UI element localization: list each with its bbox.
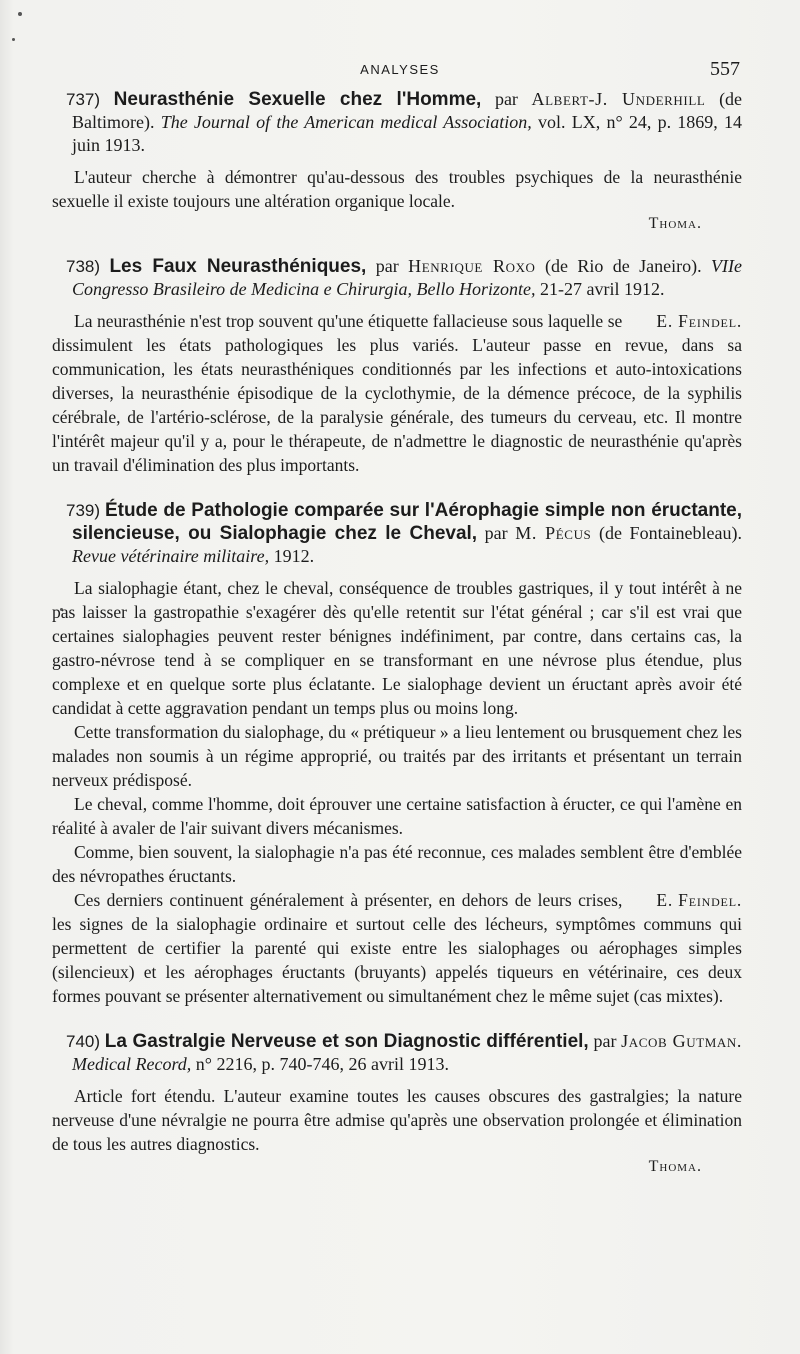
entry-journal: VIIe Congresso Brasileiro de Medicina e Chirurgia, Bello Horizonte, <box>72 256 743 299</box>
entry-title: La Gastralgie Nerveuse et son Diagnostic différentiel, <box>104 1031 589 1052</box>
entry-author: Albert-J. Underhill <box>531 89 706 109</box>
entry-738 <box>52 255 742 477</box>
entry-heading <box>52 1030 742 1076</box>
entry-heading <box>52 88 742 157</box>
entry-citation: 1912. <box>273 546 315 566</box>
entry-heading <box>52 255 742 301</box>
entry-signature: Thoma. <box>648 215 702 232</box>
entry-number: 739) <box>66 501 101 520</box>
entry-paragraph <box>52 888 742 1008</box>
entry-paragraph: Comme, bien souvent, la sialophagie n'a pas été reconnue, ces malades semblent être d'emblée des névropathes éructants. <box>52 842 742 886</box>
entry-title: Les Faux Neurasthéniques, <box>109 256 367 277</box>
entry-paragraph: Cette transformation du sialophage, du « prétiqueur » a lieu lentement ou brusquement chez les malades non soumis à un régime approprié, ou traités par des irritants et présentant un terrain nerveux prédisposé. <box>52 722 742 790</box>
entry-739 <box>52 499 742 1008</box>
entry-paragraph: Le cheval, comme l'homme, doit éprouver une certaine satisfaction à éructer, ce qui l'amène en réalité à avaler de l'air suivant divers mécanismes. <box>52 794 742 838</box>
entry-author: M. Pécus <box>515 523 592 543</box>
entry-740 <box>52 1030 742 1176</box>
entry-paragraph-text: Ces derniers continuent généralement à présenter, en dehors de leurs crises, les signes de la sialophagie ordinaire et surtout celle des lécheurs, symptômes communs qui permettent de certifier la parenté qui existe entre les sialophages ou aérophages simples (silencieux) et les aérophages éructants (bruyants) appelés tiqueurs en vétérinaire, ces deux formes pouvant se présenter alternativement ou simultanément chez le même sujet (cas mixtes). <box>52 890 742 1006</box>
entry-by: par <box>494 89 518 109</box>
running-head-title: ANALYSES <box>360 62 440 77</box>
entry-title: Étude de Pathologie comparée sur l'Aérophagie simple non éructante, silencieuse, ou Sialophagie chez le Cheval, <box>72 500 743 544</box>
entry-journal: Medical Record, <box>72 1054 192 1074</box>
running-head <box>0 60 800 84</box>
entry-number: 738) <box>66 257 101 276</box>
entry-by: par <box>593 1031 617 1051</box>
entry-citation: 21-27 avril 1912. <box>539 279 665 299</box>
entry-paragraph <box>52 309 742 477</box>
entry-citation: n° 2216, p. 740-746, 26 avril 1913. <box>195 1054 449 1074</box>
entry-paragraph: Article fort étendu. L'auteur examine toutes les causes obscures des gastralgies; la nature nerveuse d'une névralgie ne pourra être admise qu'après une observation prolongée et élimination de tous les autres diagnostics. <box>52 1086 742 1154</box>
entry-signature: Thoma. <box>648 1158 702 1175</box>
entry-737 <box>52 88 742 233</box>
entry-signature: E. Feindel. <box>656 890 742 910</box>
entry-paragraph: L'auteur cherche à démontrer qu'au-dessous des troubles psychiques de la neurasthénie sexuelle il existe toujours une altération organique locale. <box>52 167 742 211</box>
entry-signature: E. Feindel. <box>656 311 742 331</box>
entry-number: 737) <box>66 90 101 109</box>
page-number: 557 <box>710 58 740 80</box>
entry-author-location: (de Baltimore). <box>72 89 743 132</box>
entry-journal: The Journal of the American medical Association, <box>160 112 532 132</box>
entry-author-location: (de Fontainebleau). <box>598 523 743 543</box>
article-content <box>52 88 742 1198</box>
entry-paragraph: La sialophagie étant, chez le cheval, conséquence de troubles gastriques, il y tout intérêt à ne pas laisser la gastropathie s'exagérer dès qu'elle retentit sur l'état général ; car s'il est vrai que certaines sialophagies peuvent rester bénignes indéfiniment, par contre, dans certains cas, la gastro-névrose tend à se compliquer en se transformant en une névrose plus étendue, plus complexe et en quelque sorte plus éclatante. Le sialophage devient un éructant après avoir été candidat à cette aggravation pendant un temps plus ou moins long. <box>52 578 742 718</box>
entry-title: Neurasthénie Sexuelle chez l'Homme, <box>113 89 482 110</box>
entry-author: Jacob Gutman. <box>621 1031 742 1051</box>
ink-speck <box>12 38 15 41</box>
entry-heading <box>52 499 742 568</box>
entry-author: Henrique Roxo <box>408 256 536 276</box>
ink-speck <box>18 12 22 16</box>
entry-paragraph-text: La neurasthénie n'est trop souvent qu'une étiquette fallacieuse sous laquelle se dissimulent les états pathologiques les plus variés. L'auteur passe en revue, dans sa communication, les états neurasthéniques conditionnés par les infections et auto-intoxications diverses, la neurasthénie épisodique de la cyclothymie, de la démence précoce, de la syphilis cérébrale, de l'artério-sclérose, de la paralysie générale, des tumeurs du cerveau, etc. Il montre l'intérêt majeur qu'il y a, pour le thérapeute, de n'admettre le diagnostic de neurasthénie qu'après un travail d'élimination des plus importants. <box>52 311 742 475</box>
entry-citation: vol. LX, n° 24, p. 1869, 14 juin 1913. <box>72 112 743 155</box>
entry-by: par <box>484 523 508 543</box>
entry-author-location: (de Rio de Janeiro). <box>544 256 702 276</box>
entry-by: par <box>375 256 399 276</box>
entry-journal: Revue vétérinaire militaire, <box>72 546 270 566</box>
entry-number: 740) <box>66 1032 101 1051</box>
